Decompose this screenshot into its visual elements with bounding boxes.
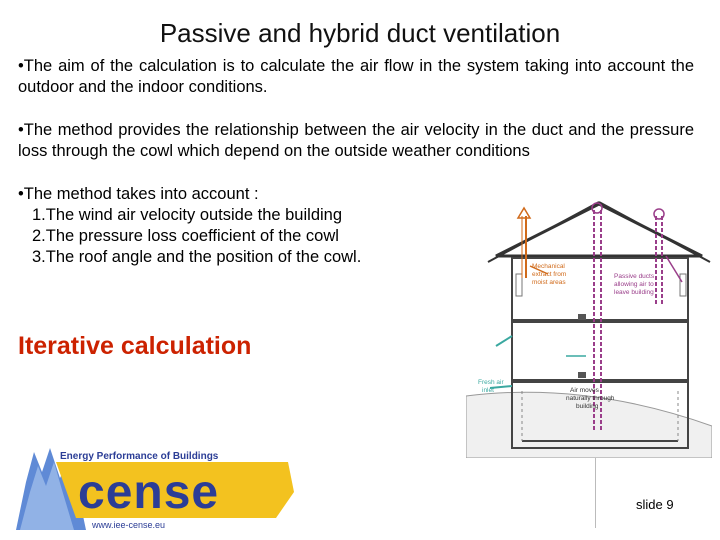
label-extract: extract from	[532, 271, 567, 278]
label-mechanical: Mechanical	[532, 263, 565, 270]
label-fresh: Fresh air	[478, 379, 504, 386]
label-building: building	[576, 403, 599, 410]
iterative-calculation-heading: Iterative calculation	[18, 332, 252, 360]
list-item: 2.The pressure loss coefficient of the cowl	[32, 227, 339, 245]
label-naturally: naturally through	[566, 395, 615, 402]
slide-title: Passive and hybrid duct ventilation	[159, 18, 561, 48]
logo-name: cense	[78, 466, 220, 519]
divider	[595, 458, 596, 528]
bullet-accounts-intro: •The method takes into account :	[18, 185, 259, 203]
bullet-method: •The method provides the relationship between the air velocity in the duct and the pressure loss through the cowl which depend on the outside weather conditions	[18, 121, 694, 160]
slide-number: slide 9	[636, 497, 674, 512]
label-allowing: allowing air to	[614, 281, 654, 288]
label-moves: Air moves	[570, 387, 599, 394]
logo-url: www.iee-cense.eu	[92, 520, 166, 530]
window	[516, 274, 522, 296]
label-leave: leave building	[614, 289, 654, 296]
list-item: 1.The wind air velocity outside the building	[32, 206, 343, 224]
logo-tagline: Energy Performance of Buildings	[60, 451, 219, 462]
window	[680, 274, 686, 296]
label-passive: Passive ducts	[614, 273, 655, 280]
label-inlet: inlet	[482, 387, 494, 394]
cense-logo	[16, 442, 294, 532]
bullet-aim: •The aim of the calculation is to calculate the air flow in the system taking into account the outdoor and the indoor conditions.	[18, 57, 694, 96]
label-moist: moist areas	[532, 279, 566, 286]
method-list	[18, 205, 458, 268]
ventilation-diagram	[466, 196, 712, 458]
list-item: 3.The roof angle and the position of the cowl.	[32, 248, 362, 266]
bullet-accounts	[18, 184, 458, 268]
